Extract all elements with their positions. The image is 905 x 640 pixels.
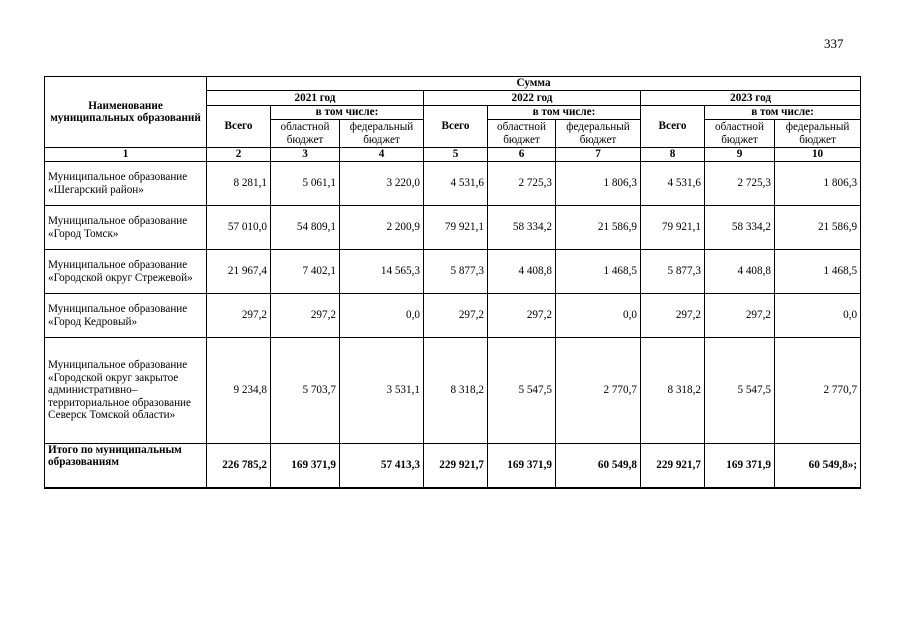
cell-value: 57 010,0 — [207, 206, 271, 250]
cell-value: 297,2 — [271, 294, 340, 338]
row-name: Муниципальное образование «Город Кедровый» — [45, 294, 207, 338]
col-number: 6 — [488, 148, 556, 162]
col-number: 2 — [207, 148, 271, 162]
header-total-2021: Всего — [207, 106, 271, 148]
total-row-name: Итого по муниципальным образованиям — [45, 444, 207, 488]
cell-value: 3 220,0 — [340, 162, 424, 206]
total-cell-value: 57 413,3 — [340, 444, 424, 488]
header-federal-2023: федеральный бюджет — [775, 120, 861, 148]
cell-value: 1 468,5 — [556, 250, 641, 294]
cell-value: 0,0 — [340, 294, 424, 338]
header-regional-2022: областной бюджет — [488, 120, 556, 148]
col-number: 5 — [424, 148, 488, 162]
row-name: Муниципальное образование «Городской округ Стрежевой» — [45, 250, 207, 294]
cell-value: 297,2 — [207, 294, 271, 338]
cell-value: 0,0 — [556, 294, 641, 338]
page-number: 337 — [824, 36, 844, 51]
cell-value: 21 586,9 — [556, 206, 641, 250]
cell-value: 21 967,4 — [207, 250, 271, 294]
cell-value: 297,2 — [705, 294, 775, 338]
cell-value: 5 877,3 — [424, 250, 488, 294]
cell-value: 5 061,1 — [271, 162, 340, 206]
total-cell-value: 226 785,2 — [207, 444, 271, 488]
header-federal-2021: федеральный бюджет — [340, 120, 424, 148]
total-cell-value: 169 371,9 — [488, 444, 556, 488]
cell-value: 21 586,9 — [775, 206, 861, 250]
row-name: Муниципальное образование «Шегарский район» — [45, 162, 207, 206]
cell-value: 5 877,3 — [641, 250, 705, 294]
column-number-row — [45, 148, 861, 162]
cell-value: 7 402,1 — [271, 250, 340, 294]
cell-value: 54 809,1 — [271, 206, 340, 250]
header-federal-2022: федеральный бюджет — [556, 120, 641, 148]
cell-value: 297,2 — [488, 294, 556, 338]
cell-value: 1 468,5 — [775, 250, 861, 294]
row-name: Муниципальное образование «Город Томск» — [45, 206, 207, 250]
row-name: Муниципальное образование «Городской округ закрытое административно–территориальное образование Северск Томской области» — [45, 338, 207, 444]
total-cell-value: 229 921,7 — [424, 444, 488, 488]
table-row — [45, 206, 861, 250]
col-number: 3 — [271, 148, 340, 162]
header-total-2023: Всего — [641, 106, 705, 148]
cell-value: 79 921,1 — [641, 206, 705, 250]
total-cell-value: 169 371,9 — [705, 444, 775, 488]
cell-value: 0,0 — [775, 294, 861, 338]
cell-value: 2 725,3 — [705, 162, 775, 206]
cell-value: 14 565,3 — [340, 250, 424, 294]
cell-value: 4 408,8 — [705, 250, 775, 294]
cell-value: 2 770,7 — [556, 338, 641, 444]
col-number: 8 — [641, 148, 705, 162]
total-cell-value: 60 549,8»; — [775, 444, 861, 488]
cell-value: 297,2 — [424, 294, 488, 338]
total-cell-value: 229 921,7 — [641, 444, 705, 488]
col-number: 7 — [556, 148, 641, 162]
cell-value: 8 318,2 — [641, 338, 705, 444]
header-total-2022: Всего — [424, 106, 488, 148]
table-row — [45, 162, 861, 206]
header-year-2021: 2021 год — [207, 91, 424, 106]
header-regional-2023: областной бюджет — [705, 120, 775, 148]
header-sum: Сумма — [207, 77, 861, 91]
header-name-col: Наименование муниципальных образований — [45, 77, 207, 148]
table-row — [45, 338, 861, 444]
col-number: 4 — [340, 148, 424, 162]
col-number: 10 — [775, 148, 861, 162]
cell-value: 79 921,1 — [424, 206, 488, 250]
header-including-2023: в том числе: — [705, 106, 861, 120]
header-including-2021: в том числе: — [271, 106, 424, 120]
header-including-2022: в том числе: — [488, 106, 641, 120]
col-number: 1 — [45, 148, 207, 162]
cell-value: 3 531,1 — [340, 338, 424, 444]
cell-value: 9 234,8 — [207, 338, 271, 444]
cell-value: 8 318,2 — [424, 338, 488, 444]
cell-value: 58 334,2 — [488, 206, 556, 250]
header-year-2022: 2022 год — [424, 91, 641, 106]
cell-value: 4 531,6 — [641, 162, 705, 206]
budget-table — [44, 76, 861, 489]
cell-value: 297,2 — [641, 294, 705, 338]
cell-value: 5 703,7 — [271, 338, 340, 444]
cell-value: 2 725,3 — [488, 162, 556, 206]
header-year-2023: 2023 год — [641, 91, 861, 106]
total-cell-value: 169 371,9 — [271, 444, 340, 488]
cell-value: 5 547,5 — [705, 338, 775, 444]
table-row — [45, 250, 861, 294]
table-row — [45, 294, 861, 338]
cell-value: 1 806,3 — [556, 162, 641, 206]
cell-value: 2 200,9 — [340, 206, 424, 250]
cell-value: 1 806,3 — [775, 162, 861, 206]
cell-value: 4 531,6 — [424, 162, 488, 206]
col-number: 9 — [705, 148, 775, 162]
cell-value: 8 281,1 — [207, 162, 271, 206]
total-row — [45, 444, 861, 488]
cell-value: 58 334,2 — [705, 206, 775, 250]
total-cell-value: 60 549,8 — [556, 444, 641, 488]
header-regional-2021: областной бюджет — [271, 120, 340, 148]
cell-value: 5 547,5 — [488, 338, 556, 444]
cell-value: 2 770,7 — [775, 338, 861, 444]
cell-value: 4 408,8 — [488, 250, 556, 294]
